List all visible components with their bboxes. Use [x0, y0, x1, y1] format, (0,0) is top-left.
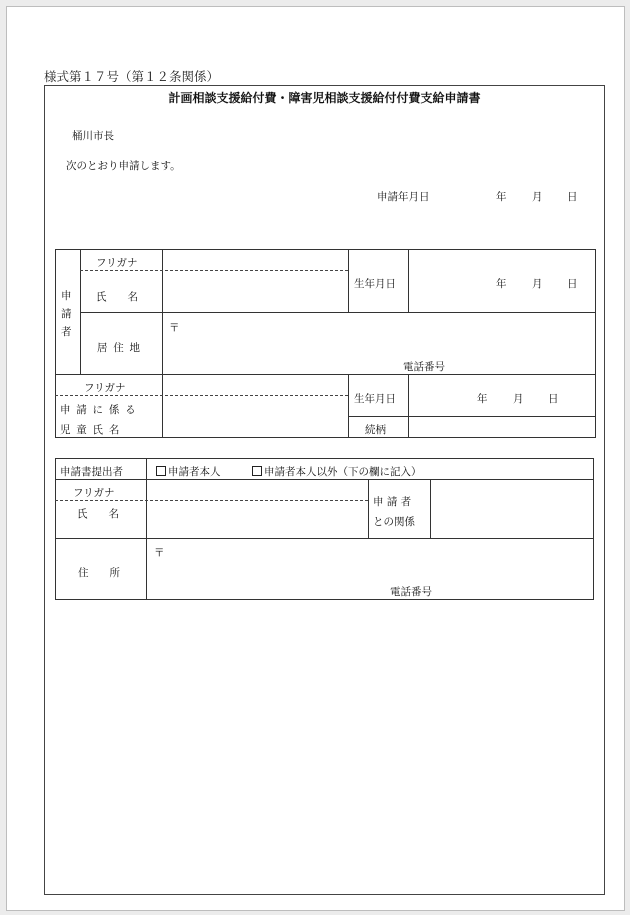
child-relationship-label: 続柄	[365, 424, 386, 436]
child-birth-month: 月	[513, 393, 524, 405]
child-label-line2: 児童氏名	[60, 424, 126, 436]
applicant-section-char-1: 申	[61, 290, 72, 302]
submitter-address-label: 住 所	[78, 567, 120, 579]
submitter-relation-line2: との関係	[373, 516, 415, 528]
applicant-furigana-label: フリガナ	[96, 257, 138, 269]
application-date-label: 申請年月日	[377, 191, 430, 203]
submitter-label: 申請書提出者	[60, 466, 123, 478]
child-birth-year: 年	[477, 393, 488, 405]
form-number: 様式第１７号（第１２条関係）	[44, 69, 220, 84]
applicant-address-label: 居住地	[97, 342, 146, 354]
form-title: 計画相談支援給付費・障害児相談支援給付付費支給申請書	[168, 91, 481, 105]
child-birthdate-label: 生年月日	[354, 393, 396, 405]
applicant-birth-month: 月	[532, 278, 543, 290]
applicant-postal-mark: 〒	[169, 322, 180, 334]
applicant-phone-label: 電話番号	[403, 361, 445, 373]
applicant-section-char-2: 請	[61, 308, 72, 320]
applicant-birth-year: 年	[496, 278, 507, 290]
child-furigana-label: フリガナ	[84, 382, 126, 394]
application-day-label: 日	[567, 191, 578, 203]
submitter-name-label: 氏 名	[77, 508, 119, 520]
checkbox-self[interactable]	[156, 466, 166, 476]
application-year-label: 年	[496, 191, 507, 203]
submitter-phone-label: 電話番号	[390, 586, 432, 598]
child-birth-day: 日	[548, 393, 559, 405]
submitter-relation-line1: 申 請 者	[373, 496, 412, 508]
submitter-option-other[interactable]: 申請者本人以外（下の欄に記入）	[252, 464, 422, 479]
submitter-furigana-label: フリガナ	[73, 487, 115, 499]
application-month-label: 月	[532, 191, 543, 203]
applicant-name-label: 氏 名	[96, 291, 138, 303]
applicant-section-char-3: 者	[61, 326, 72, 338]
addressee: 桶川市長	[72, 130, 114, 142]
checkbox-other[interactable]	[252, 466, 262, 476]
submitter-postal-mark: 〒	[154, 547, 165, 559]
applicant-birthdate-label: 生年月日	[354, 278, 396, 290]
child-label-line1: 申請に係る	[60, 404, 142, 416]
submitter-option-self[interactable]: 申請者本人	[156, 464, 221, 479]
applicant-birth-day: 日	[567, 278, 578, 290]
intro-text: 次のとおり申請します。	[66, 160, 181, 172]
